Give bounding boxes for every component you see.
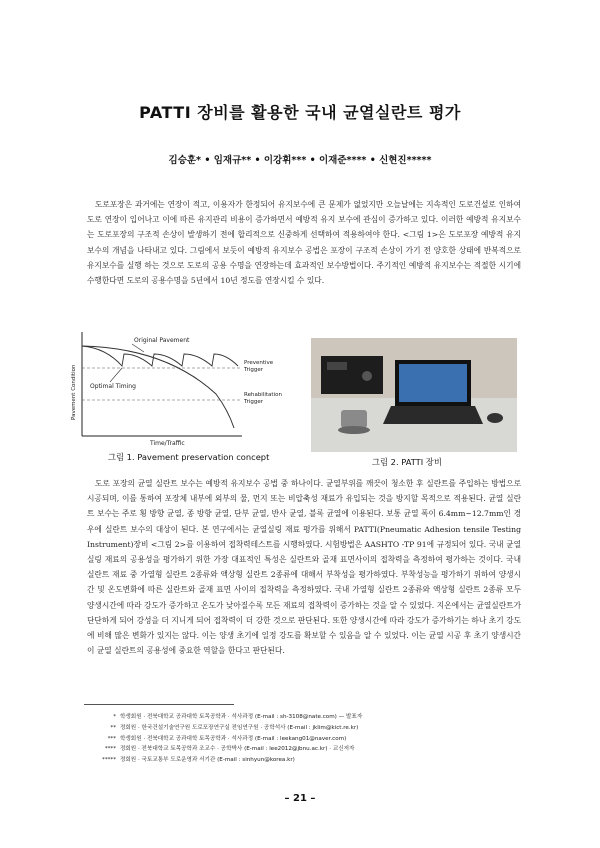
- body-paragraph-1: 도로포장은 과거에는 연장이 적고, 이용자가 한정되어 유지보수에 큰 문제가 없었지만 오늘날에는 지속적인 도로건설로 인하여 도로 연장이 입어나고 이에 따른 유지관리 비용이 증가하면서 예방적 유지 보수에 관심이 증가하고 있다. 이러한 예방적 유지보수는 도로포장의 구조적 손상이 발생하기 전에 합리적으로 신중하게 선택하여 적용하여야 한다. <그림 1>은 도로포장 예방적 유지보수의 개념을 나타내고 있다. 그림에서 보듯이 예방적 유지보수 공법은 포장이 구조적 손상이 가기 전 양호한 상태에 반복적으로 유지보수를 실행 하는 것으로 도로의 공용 수명을 연장하는데 효과적인 보수방법이다. 주기적인 예방적 유지보수는 적절한 시기에 수행한다면 도로의 공용수명을 5년에서 10년 정도를 연장시킬 수 있다.: [87, 200, 521, 286]
- figure-1-caption: 그림 1. Pavement preservation concept: [108, 452, 270, 462]
- footnote-mark: *****: [102, 757, 116, 764]
- footnote-mark: ****: [104, 746, 116, 753]
- laptop-screen: [399, 364, 467, 402]
- original-pavement-arrow: [132, 344, 144, 352]
- page-number: – 21 –: [284, 793, 316, 804]
- x-axis-label: Time/Traffic: [150, 440, 185, 447]
- footnote-text: 정회원 · 국토교통부 도로운영과 서기관 (E-mail : sinhyun@korea.kr): [120, 757, 295, 764]
- mouse-icon: [487, 413, 503, 423]
- original-pavement-label: Original Pavement: [134, 337, 190, 344]
- optimal-timing-label: Optimal Timing: [90, 383, 136, 390]
- footnote-text: 학생회원 · 전북대학교 공과대학 토목공학과 · 석사과정 (E-mail : leekang01@naver.com): [120, 735, 347, 742]
- optimal-timing-arrow: [110, 368, 122, 382]
- piston-tester: [341, 410, 367, 428]
- preventive-trigger-text-1: Preventive: [244, 360, 274, 366]
- rehabilitation-trigger-label: [243, 392, 284, 405]
- rehabilitation-trigger-text-2: Trigger: [244, 399, 263, 405]
- paper-title: PATTI 장비를 활용한 국내 균열실란트 평가: [139, 103, 461, 122]
- controller-panel: [327, 362, 347, 370]
- footnote-3: [84, 734, 524, 745]
- footnote-text: 정회원 · 전북대학교 토목공학과 조교수 · 공학박사 (E-mail : lee2012@jbnu.ac.kr) · 교신저자: [120, 746, 355, 753]
- patti-device-photo: [311, 338, 517, 452]
- y-axis-label: Pavement Condition: [71, 364, 77, 420]
- footnote-mark: **: [110, 724, 116, 731]
- pavement-preservation-diagram: [66, 324, 290, 448]
- preservation-curve: [82, 346, 238, 366]
- footnote-mark: *: [113, 714, 116, 720]
- test-plate: [338, 426, 370, 434]
- figure-2-caption: 그림 2. PATTI 장비: [372, 457, 442, 467]
- footnote-text: 학생회원 · 전북대학교 공과대학 토목공학과 · 석사과정 (E-mail : sh-3108@nate.com) — 발표자: [120, 714, 363, 720]
- footnote-mark: ***: [107, 735, 116, 742]
- footnote-1: [84, 712, 524, 723]
- author-list: 김승훈* • 임재규** • 이강휘*** • 이재준**** • 신현진*****: [168, 155, 432, 166]
- preventive-trigger-label: [243, 360, 275, 373]
- rehabilitation-trigger-text-1: Rehabilitation: [244, 392, 282, 398]
- footnote-text: 정회원 · 한국건설기술연구원 도로포장연구실 전임연구원 · 공학석사 (E-mail : jklim@kict.re.kr): [120, 724, 359, 731]
- footnotes: [84, 712, 524, 766]
- patti-controller-box: [321, 356, 383, 394]
- laptop-keyboard: [383, 406, 483, 424]
- body-paragraph-2: 도로 포장의 균열 실란트 보수는 예방적 유지보수 공법 중 하나이다. 균열부위를 깨끗이 청소한 후 실란트를 주입하는 방법으로 시공되며, 이를 통하여 포장체 내부에 외부의 물, 먼지 또는 비압축성 재료가 유입되는 것을 방지할 목적으로 적용된다. 균열 실란트 보수는 주로 횡 방향 균열, 종 방향 균열, 단부 균열, 반사 균열, 블록 균열에 이용된다. 보통 균열 폭이 6.4mm~12.7mm인 경우에 실란트 보수의 대상이 된다. 본 연구에서는 균열실링 재료 평가를 위해서 PATTI(Pneumatic Adhesion tensile Testing Instrument)장비 <그림 2>를 이용하여 접착력테스트를 시행하였다. 시험방법은 AASHTO -TP 91에 규정되어 있다. 국내 균열실링 재료의 공용성을 평가하기 위한 가장 대표적인 특성은 실란트와 골재 표면사이의 접착력을 측정하여 평가하는 것이다. 국내 실란트 재료 중 가열형 실란트 2종류와 액상형 실란트 2종류에 대해서 부착성을 평가하였다. 부착성능을 평가하기 위하여 양생시간 및 온도변화에 따른 실란트와 골재 표면 사이의 접착력을 측정하였다. 국내 가열형 실란트 2종류와 액상형 실란트 2종류 모두 양생시간에 따라 강도가 증가하고 온도가 낮아질수록 모든 재료의 접착력이 증가하는 것을 알 수 있었다. 지온에서는 균열실란트가 단단하게 되어 강성을 더 지니게 되어 접착력이 더 강한 것으로 판단된다. 또한 양생시간에 따라 강도가 증가하기는 하나 초기 강도에 비해 많은 변화가 있지는 않다. 이는 양생 초기에 일정 강도를 확보할 수 있음을 알 수 있었다. 이는 균열 시공 후 초기 양생시간이 균열 실란트의 공용성에 중요한 역할을 한다고 판단된다.: [87, 479, 521, 656]
- preventive-trigger-text-2: Trigger: [244, 367, 263, 373]
- footnote-5: [84, 755, 524, 766]
- footnote-2: [84, 723, 524, 734]
- footnote-divider: [84, 704, 234, 705]
- gauge-icon: [362, 371, 372, 381]
- footnote-4: [84, 744, 524, 755]
